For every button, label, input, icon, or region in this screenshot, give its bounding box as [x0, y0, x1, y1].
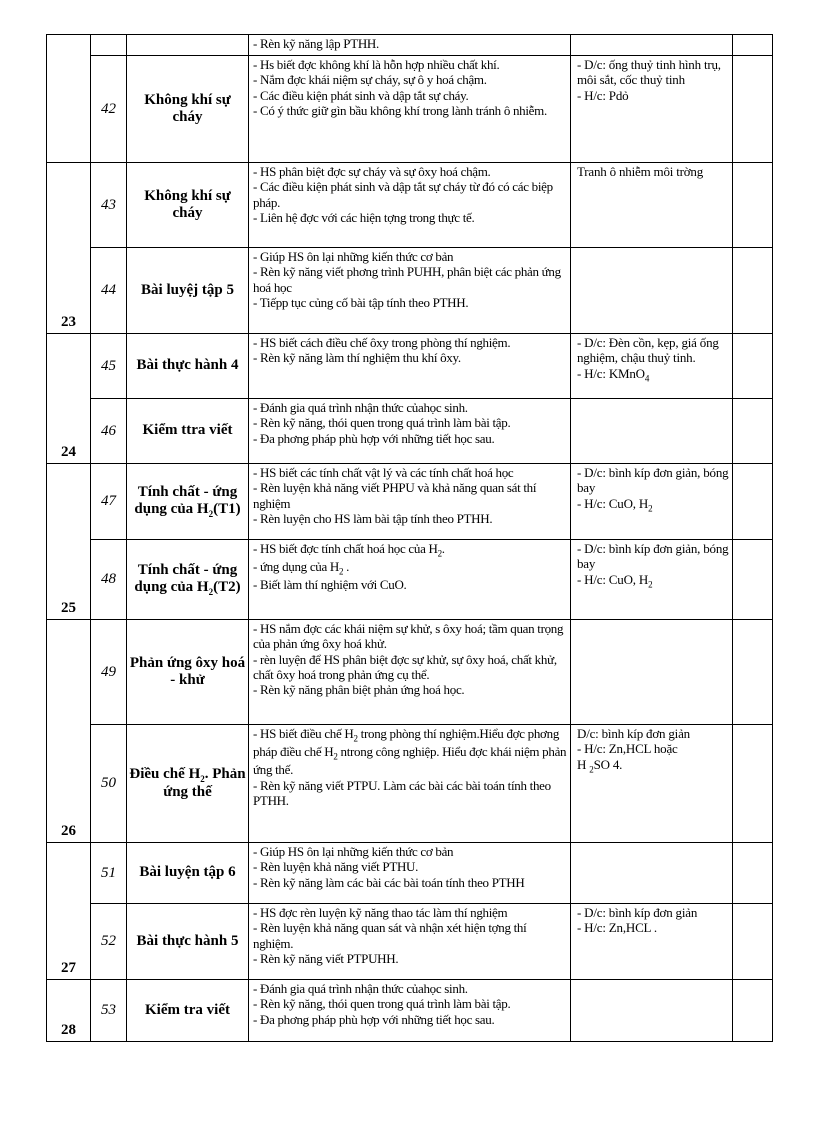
table-row: [47, 56, 773, 163]
prep-line: - H/c: KMnO$_4$: [577, 365, 650, 384]
goal-line: - HS đợc rèn luyện kỹ năng thao tác làm thí nghiệm: [253, 905, 508, 920]
lesson-title-cell: Tính chất - ứng dụng của $H_2(T1)$: [127, 464, 249, 540]
table-row: [47, 464, 773, 540]
prep-line: D/c: bình kíp đơn giản: [577, 726, 690, 741]
goal-line: - Rèn luyện khả năng quan sát và nhận xét hiện tợng thí nghiệm.: [253, 920, 527, 951]
notes-cell: [733, 399, 773, 464]
goal-line: - Rèn kỹ năng, thói quen trong quá trình làm bài tập.: [253, 996, 511, 1012]
week-cell: 28: [47, 980, 91, 1042]
preparation-cell: [571, 248, 733, 334]
lesson-title-cell: Bài luyện tập 6: [127, 843, 249, 904]
lesson-goals-cell: [249, 248, 571, 334]
table-row: [47, 334, 773, 399]
goal-line: - Rèn kỹ năng lập PTHH.: [253, 36, 379, 51]
goal-line: - Tiếpp tục củng cố bài tập tính theo PTHH.: [253, 294, 469, 310]
goal-line: - Rèn kỹ năng phân biệt phản ứng hoá học.: [253, 682, 465, 698]
preparation-cell: [571, 620, 733, 725]
notes-cell: [733, 904, 773, 980]
preparation-cell: [571, 163, 733, 248]
prep-line: - H/c: CuO, $H_2$: [577, 571, 653, 590]
preparation-cell: [571, 904, 733, 980]
lesson-plan-table: [46, 34, 773, 1042]
lesson-title-cell: Phản ứng ôxy hoá - khử: [127, 620, 249, 725]
prep-line: - D/c: bình kíp đơn giản, bóng bay: [577, 465, 729, 496]
lesson-title-cell: Bài thực hành 4: [127, 334, 249, 399]
table-row: [47, 248, 773, 334]
prep-line: - D/c: bình kíp đơn giản: [577, 905, 698, 920]
goal-line: - Rèn kỹ năng viết PTPUHH.: [253, 950, 399, 966]
lesson-goals-cell: [249, 904, 571, 980]
lesson-goals-cell: [249, 35, 571, 56]
table-row: [47, 620, 773, 725]
week-cell: 25: [47, 464, 91, 620]
goal-line: - HS biết cách điều chế ôxy trong phòng thí nghiệm.: [253, 335, 511, 350]
notes-cell: [733, 56, 773, 163]
table-row: [47, 35, 773, 56]
lesson-goals-cell: [249, 843, 571, 904]
lesson-number-cell: 46: [91, 399, 127, 464]
lesson-goals-cell: [249, 725, 571, 843]
lesson-number-cell: 44: [91, 248, 127, 334]
goal-line: - Đánh gia quá trình nhận thức củahọc sinh.: [253, 400, 468, 415]
preparation-cell: [571, 334, 733, 399]
goal-line: - HS phân biệt đợc sự cháy và sự ôxy hoá chậm.: [253, 164, 491, 179]
lesson-number-cell: 52: [91, 904, 127, 980]
week-cell: 27: [47, 843, 91, 980]
prep-line: - D/c: bình kíp đơn giản, bóng bay: [577, 541, 729, 572]
table-row: [47, 904, 773, 980]
lesson-title-cell: Bài luyệj tập 5: [127, 248, 249, 334]
lesson-goals-cell: [249, 980, 571, 1042]
goal-line: - Hs biết đợc không khí là hỗn hợp nhiều chất khí.: [253, 57, 500, 72]
table-row: [47, 980, 773, 1042]
goal-line: - Có ý thức giữ gìn bầu không khí trong lành tránh ô nhiễm.: [253, 102, 547, 118]
goal-line: - Đa phơng pháp phù hợp với những tiết học sau.: [253, 1011, 495, 1027]
goal-line: - Rèn kỹ năng làm các bài các bài toán tính theo PTHH: [253, 874, 525, 890]
preparation-cell: [571, 725, 733, 843]
goal-line: - Nắm đợc khái niệm sự cháy, sự ô y hoá chậm.: [253, 72, 487, 88]
lesson-title-cell: Không khí sự cháy: [127, 163, 249, 248]
lesson-goals-cell: [249, 399, 571, 464]
lesson-title-cell: Tính chất - ứng dụng của $H_2(T2)$: [127, 540, 249, 620]
lesson-number-cell: 47: [91, 464, 127, 540]
notes-cell: [733, 35, 773, 56]
notes-cell: [733, 980, 773, 1042]
lesson-number-cell: 43: [91, 163, 127, 248]
week-cell: [47, 35, 91, 163]
notes-cell: [733, 620, 773, 725]
preparation-cell: [571, 35, 733, 56]
notes-cell: [733, 843, 773, 904]
goal-line: - Rèn luyện cho HS làm bài tập tính theo PTHH.: [253, 510, 493, 526]
lesson-title-cell: Điều chế $H_2$. Phản ứng thế: [127, 725, 249, 843]
prep-line: - D/c: Đèn cồn, kẹp, giá ống nghiệm, chậu thuỷ tinh.: [577, 335, 719, 366]
notes-cell: [733, 540, 773, 620]
goal-line: - Rèn kỹ năng viết phơng trình PUHH, phân biệt các phản ứng hoá học: [253, 264, 561, 295]
lesson-goals-cell: [249, 56, 571, 163]
goal-line: - Các điều kiện phát sinh và dập tắt sự cháy từ đó có các biệp pháp.: [253, 179, 553, 210]
notes-cell: [733, 163, 773, 248]
goal-line: - HS nắm đợc các khái niệm sự khử, s ôxy hoá; tầm quan trọng của phản ứng ôxy hoá khử.: [253, 621, 564, 652]
lesson-number-cell: 49: [91, 620, 127, 725]
lesson-title-cell: [127, 35, 249, 56]
goal-line: - Rèn luyện khả năng viết PHPU và khả năng quan sát thí nghiệm: [253, 480, 537, 511]
lesson-number-cell: 51: [91, 843, 127, 904]
week-cell: 24: [47, 334, 91, 464]
preparation-cell: [571, 980, 733, 1042]
lesson-goals-cell: [249, 540, 571, 620]
table-row: [47, 725, 773, 843]
lesson-number-cell: 48: [91, 540, 127, 620]
goal-line: - Rèn kỹ năng, thói quen trong quá trình làm bài tập.: [253, 415, 511, 431]
prep-line: Tranh ô nhiễm môi trờng: [577, 164, 704, 179]
lesson-title-cell: Kiểm ttra viết: [127, 399, 249, 464]
goal-line: - Rèn kỹ năng làm thí nghiệm thu khí ôxy.: [253, 350, 461, 366]
goal-line: - rèn luyện để HS phân biệt đợc sự khử, sự ôxy hoá, chất khử, chất ôxy hoá trong phản ứng cụ thể.: [253, 651, 557, 682]
lesson-goals-cell: [249, 464, 571, 540]
table-row: [47, 843, 773, 904]
week-cell: 23: [47, 163, 91, 334]
goal-line: - Liên hệ đợc với các hiện tợng trong thực tế.: [253, 209, 475, 225]
lesson-number-cell: [91, 35, 127, 56]
table-row: [47, 540, 773, 620]
lesson-number-cell: 50: [91, 725, 127, 843]
prep-line: - H/c: Zn,HCL hoặc: [577, 741, 678, 757]
lesson-number-cell: 53: [91, 980, 127, 1042]
notes-cell: [733, 334, 773, 399]
lesson-goals-cell: [249, 334, 571, 399]
lesson-title-cell: Không khí sự cháy: [127, 56, 249, 163]
goal-line: - Các điều kiện phát sinh và dập tắt sự cháy.: [253, 87, 469, 103]
preparation-cell: [571, 540, 733, 620]
goal-line: - HS biết đợc tính chất hoá học của $H_2$.: [253, 541, 445, 559]
prep-line: - D/c: ống thuỷ tinh hình trụ, môi sắt, cốc thuỷ tinh: [577, 57, 721, 88]
goal-line: - Đánh gia quá trình nhận thức củahọc sinh.: [253, 981, 468, 996]
lesson-number-cell: 42: [91, 56, 127, 163]
notes-cell: [733, 464, 773, 540]
table-row: [47, 399, 773, 464]
notes-cell: [733, 725, 773, 843]
table-row: [47, 163, 773, 248]
preparation-cell: [571, 56, 733, 163]
lesson-title-cell: Bài thực hành 5: [127, 904, 249, 980]
preparation-cell: [571, 399, 733, 464]
preparation-cell: [571, 843, 733, 904]
goal-line: - HS biết các tính chất vật lý và các tính chất hoá học: [253, 465, 514, 480]
goal-line: - Rèn kỹ năng viết PTPU. Làm các bài các bài toán tính theo PTHH.: [253, 777, 551, 809]
goal-line: - Rèn luyện khả năng viết PTHU.: [253, 859, 419, 875]
prep-line: - H/c: Zn,HCL .: [577, 920, 657, 936]
lesson-goals-cell: [249, 620, 571, 725]
prep-line: H $_2$SO 4.: [577, 756, 623, 775]
week-cell: 26: [47, 620, 91, 843]
notes-cell: [733, 248, 773, 334]
goal-line: - Giúp HS ôn lại những kiến thức cơ bản: [253, 844, 454, 859]
table-body: [47, 35, 773, 1042]
goal-line: - Đa phơng pháp phù hợp với những tiết học sau.: [253, 430, 495, 446]
lesson-number-cell: 45: [91, 334, 127, 399]
goal-line: - Giúp HS ôn lại những kiến thức cơ bản: [253, 249, 454, 264]
goal-line: - Biết làm thí nghiệm với CuO.: [253, 577, 407, 593]
prep-line: - H/c: Pdỏ: [577, 87, 629, 103]
goal-line: - ứng dụng của $H_2$ .: [253, 559, 350, 577]
lesson-goals-cell: [249, 163, 571, 248]
lesson-title-cell: Kiểm tra viết: [127, 980, 249, 1042]
prep-line: - H/c: CuO, $H_2$: [577, 495, 653, 514]
preparation-cell: [571, 464, 733, 540]
goal-line: - HS biết điều chế $H_2$ trong phòng thí nghiệm.Hiểu đợc phơng pháp điều chế $H_2$ ntrong công nghiệp. Hiểu đợc khái niệm phản ứng thế.: [253, 726, 567, 778]
